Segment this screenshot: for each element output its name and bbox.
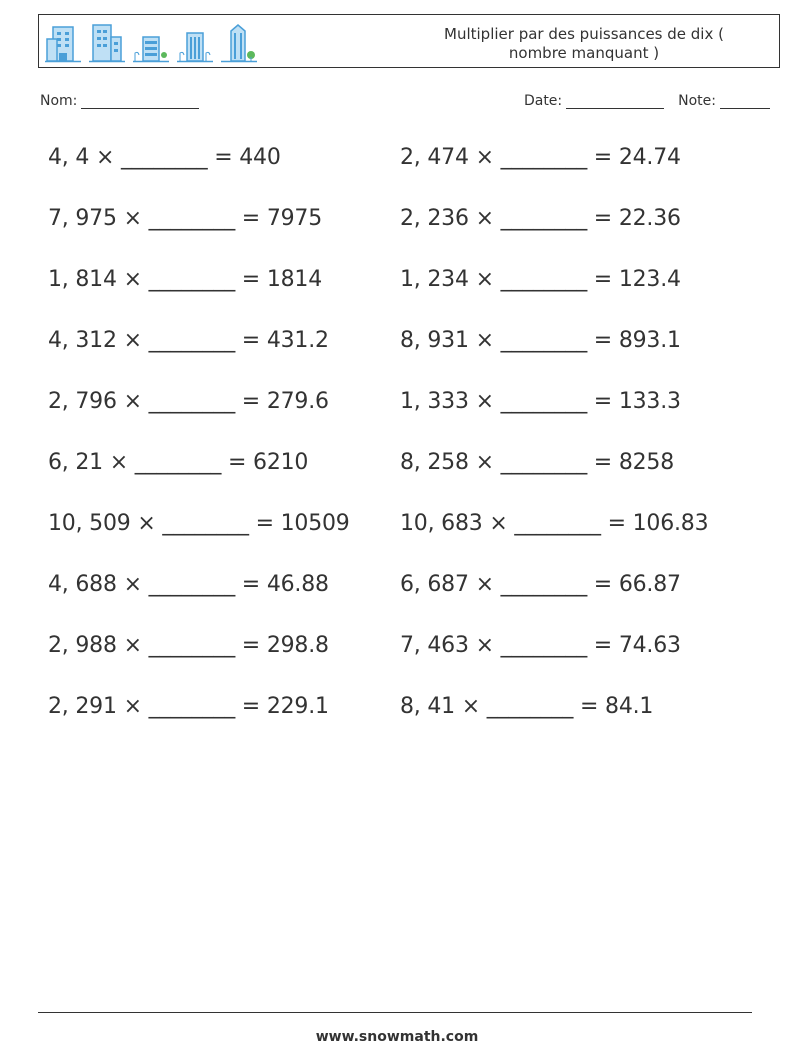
problem: 2, 291 × ________ = 229.1 [48,694,329,719]
footer-url[interactable]: www.snowmath.com [315,1029,479,1045]
problem: 4, 688 × ________ = 46.88 [48,572,329,597]
date-blank[interactable] [566,95,664,109]
building-icon [133,33,169,63]
note-label: Note: [678,93,716,109]
note-blank[interactable] [720,95,770,109]
building-icon [221,23,257,63]
problem: 8, 931 × ________ = 893.1 [400,328,681,353]
problem: 10, 683 × ________ = 106.83 [400,511,709,536]
problem: 2, 988 × ________ = 298.8 [48,633,329,658]
problem: 2, 236 × ________ = 22.36 [400,206,681,231]
problem: 4, 312 × ________ = 431.2 [48,328,329,353]
problem: 7, 463 × ________ = 74.63 [400,633,681,658]
name-blank[interactable] [81,95,199,109]
problem: 4, 4 × ________ = 440 [48,145,281,170]
building-icon [89,23,125,63]
building-icon [45,23,81,63]
problem: 7, 975 × ________ = 7975 [48,206,323,231]
problem: 10, 509 × ________ = 10509 [48,511,350,536]
date-field [524,93,664,109]
problem: 8, 41 × ________ = 84.1 [400,694,654,719]
note-field [678,93,770,109]
problem: 1, 333 × ________ = 133.3 [400,389,681,414]
name-field [40,93,199,109]
problem: 6, 21 × ________ = 6210 [48,450,309,475]
name-label: Nom: [40,93,78,109]
header-icons [45,21,257,63]
footer-divider [38,1012,752,1013]
problem: 1, 814 × ________ = 1814 [48,267,323,292]
problem: 2, 796 × ________ = 279.6 [48,389,329,414]
problem: 6, 687 × ________ = 66.87 [400,572,681,597]
problem: 2, 474 × ________ = 24.74 [400,145,681,170]
date-note-fields [524,93,770,109]
problem: 8, 258 × ________ = 8258 [400,450,675,475]
date-label: Date: [523,93,563,109]
page-title: Multiplier par des puissances de dix ( nombre manquant ) [444,25,724,62]
building-icon [177,29,213,63]
problem: 1, 234 × ________ = 123.4 [400,267,681,292]
header-box [38,14,780,68]
